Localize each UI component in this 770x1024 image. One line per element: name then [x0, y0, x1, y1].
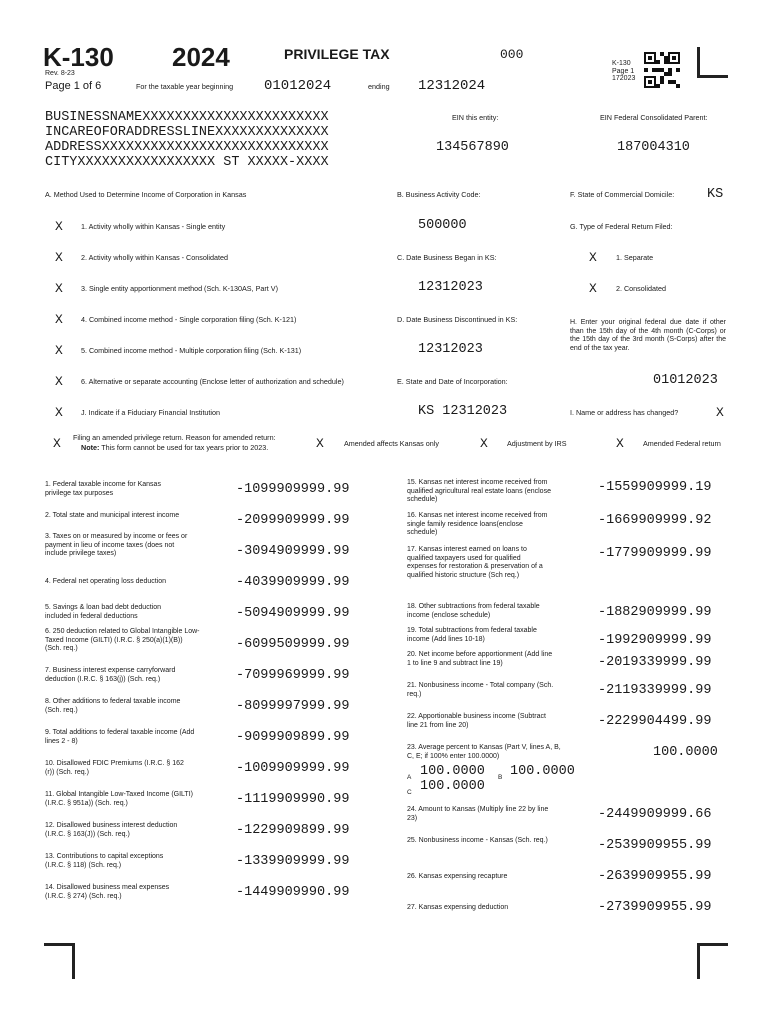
line-26-label: 26. Kansas expensing recapture — [407, 873, 508, 880]
name-change-label: I. Name or address has changed? — [570, 408, 679, 417]
date-discontinued-value[interactable]: 12312023 — [418, 342, 483, 357]
date-discontinued-label: D. Date Business Discontinued in KS: — [397, 315, 518, 324]
line-16-label: 16. Kansas net interest income received from single family residence loans(enclose schedule) — [407, 512, 548, 537]
right-tag-line: 172023 — [612, 75, 636, 82]
line-21-label: 21. Nonbusiness income - Total company (Sch. req.) — [407, 682, 554, 698]
business-activity-code[interactable]: 500000 — [418, 218, 467, 233]
line-6-value[interactable]: -6099509999.99 — [236, 637, 350, 652]
line-7-value[interactable]: -7099969999.99 — [236, 668, 350, 683]
line-8-value[interactable]: -8099997999.99 — [236, 699, 350, 714]
line-22-value[interactable]: -2229904499.99 — [598, 714, 712, 729]
line-6-label: 6. 250 deduction related to Global Intangible Low-Taxed Income (GILTI) (I.R.C. § 250(a)(1)(B)) (Sch. req.) — [45, 628, 200, 653]
consolidated-label: 2. Consolidated — [616, 284, 666, 293]
line-17-label: 17. Kansas interest earned on loans to qualified taxpayers used for qualified expenses for restoration & preservation of a qualified historic structure (Sch req.) — [407, 546, 543, 579]
line-23a-label: A — [407, 774, 412, 781]
line-13-value[interactable]: -1339909999.99 — [236, 854, 350, 869]
method-6-label: 6. Alternative or separate accounting (Enclose letter of authorization and schedule) — [81, 377, 344, 386]
line-11-value[interactable]: -1119909990.99 — [236, 792, 350, 807]
line-26-value[interactable]: -2639909955.99 — [598, 869, 712, 884]
commercial-domicile-value[interactable]: KS — [707, 187, 724, 202]
line-4-value[interactable]: -4039909999.99 — [236, 575, 350, 590]
line-25-label: 25. Nonbusiness income - Kansas (Sch. req.) — [407, 837, 548, 844]
line-23-label: 23. Average percent to Kansas (Part V, lines A, B, C, E; if 100% enter 100.0000) — [407, 744, 561, 760]
header-code: 000 — [500, 47, 524, 62]
line-23b-value[interactable]: 100.0000 — [510, 764, 575, 779]
corner-mark-bottom-left — [44, 943, 75, 979]
line-7-label: 7. Business interest expense carryforward deduction (I.R.C. § 163(j)) (Sch. req.) — [45, 667, 176, 683]
method-5-checkbox[interactable]: X — [55, 343, 63, 358]
amended-label: Filing an amended privilege return. Reason for amended return: — [73, 433, 276, 442]
line-12-label: 12. Disallowed business interest deduction (I.R.C. § 163(J)) (Sch. req.) — [45, 822, 178, 838]
line-25-value[interactable]: -2539909955.99 — [598, 838, 712, 853]
fiduciary-checkbox[interactable]: X — [55, 405, 63, 420]
end-date: 12312024 — [418, 78, 486, 94]
line-27-label: 27. Kansas expensing deduction — [407, 904, 509, 911]
line-23c-label: C — [407, 789, 412, 796]
tax-year: 2024 — [172, 42, 230, 72]
line-17-value[interactable]: -1779909999.99 — [598, 546, 712, 561]
line-11-label: 11. Global Intangible Low-Taxed Income (GILTI) (I.R.C. § 951a)) (Sch. req.) — [45, 791, 193, 807]
form-revision: Rev. 8-23 — [45, 70, 75, 77]
right-tag-line: K-130 — [612, 60, 631, 67]
ending-label: ending — [368, 82, 390, 91]
incorporation-label: E. State and Date of Incorporation: — [397, 377, 508, 386]
amended-note — [81, 443, 268, 452]
amended-note-bold: Note: — [81, 443, 100, 452]
line-3-value[interactable]: -3094909999.99 — [236, 544, 350, 559]
federal-return-type-label: G. Type of Federal Return Filed: — [570, 222, 673, 231]
tax-year-label: For the taxable year beginning — [136, 82, 234, 91]
name-change-checkbox[interactable]: X — [716, 405, 724, 420]
consolidated-checkbox[interactable]: X — [589, 281, 597, 296]
line-10-label: 10. Disallowed FDIC Premiums (I.R.C. § 162 (r)) (Sch. req.) — [45, 760, 184, 776]
date-began-value[interactable]: 12312023 — [418, 280, 483, 295]
line-9-label: 9. Total additions to federal taxable income (Add lines 2 - 8) — [45, 729, 195, 745]
method-4-checkbox[interactable]: X — [55, 312, 63, 327]
line-14-value[interactable]: -1449909990.99 — [236, 885, 350, 900]
method-2-label: 2. Activity wholly within Kansas - Consolidated — [81, 253, 229, 262]
line-4-label: 4. Federal net operating loss deduction — [45, 578, 167, 585]
separate-checkbox[interactable]: X — [589, 250, 597, 265]
line-16-value[interactable]: -1669909999.92 — [598, 513, 712, 528]
line-1-label: 1. Federal taxable income for Kansas privilege tax purposes — [45, 481, 161, 497]
line-18-value[interactable]: -1882909999.99 — [598, 605, 712, 620]
method-2-checkbox[interactable]: X — [55, 250, 63, 265]
irs-adjustment-checkbox[interactable]: X — [480, 436, 488, 451]
taxpayer-address: ADDRESSXXXXXXXXXXXXXXXXXXXXXXXXXXXX — [45, 140, 329, 155]
commercial-domicile-label: F. State of Commercial Domicile: — [570, 190, 675, 199]
line-24-value[interactable]: -2449909999.66 — [598, 807, 712, 822]
begin-date: 01012024 — [264, 78, 332, 94]
amended-federal-checkbox[interactable]: X — [616, 436, 624, 451]
line-20-label: 20. Net income before apportionment (Add line 1 to line 9 and subtract line 19) — [407, 651, 553, 667]
line-23c-value[interactable]: 100.0000 — [420, 779, 485, 794]
taxpayer-city: CITYXXXXXXXXXXXXXXXXX ST XXXXX-XXXX — [45, 155, 329, 170]
incorporation-value[interactable]: KS 12312023 — [418, 404, 508, 419]
line-3-label: 3. Taxes on or measured by income or fees or payment in lieu of income taxes (does not include privilege taxes) — [45, 533, 188, 558]
line-10-value[interactable]: -1009909999.99 — [236, 761, 350, 776]
kansas-only-label: Amended affects Kansas only — [344, 439, 439, 448]
line-8-label: 8. Other additions to federal taxable income (Sch. req.) — [45, 698, 181, 714]
corner-mark-bottom-right — [697, 943, 728, 979]
qr-code — [644, 52, 680, 88]
method-1-label: 1. Activity wholly within Kansas - Single entity — [81, 222, 226, 231]
method-1-checkbox[interactable]: X — [55, 219, 63, 234]
fiduciary-label: J. Indicate if a Fiduciary Financial Institution — [81, 408, 221, 417]
line-20-value[interactable]: -2019339999.99 — [598, 655, 712, 670]
ein-parent-value: 187004310 — [617, 140, 690, 155]
ein-value: 134567890 — [436, 140, 509, 155]
line-14-label: 14. Disallowed business meal expenses (I.R.C. § 274) (Sch. req.) — [45, 884, 170, 900]
date-began-label: C. Date Business Began in KS: — [397, 253, 497, 262]
taxpayer-care-of: INCAREOFORADDRESSLINEXXXXXXXXXXXXXX — [45, 125, 329, 140]
corner-mark-top-right — [697, 47, 728, 78]
form-number: K-130 — [43, 42, 114, 72]
line-13-label: 13. Contributions to capital exceptions (I.R.C. § 118) (Sch. req.) — [45, 853, 164, 869]
line-15-value[interactable]: -1559909999.19 — [598, 480, 712, 495]
method-6-checkbox[interactable]: X — [55, 374, 63, 389]
method-3-checkbox[interactable]: X — [55, 281, 63, 296]
method-4-label: 4. Combined income method - Single corporation filing (Sch. K-121) — [81, 315, 297, 324]
right-tag-line: Page 1 — [612, 67, 635, 75]
form-title: PRIVILEGE TAX — [284, 46, 390, 62]
business-activity-label: B. Business Activity Code: — [397, 190, 481, 199]
federal-due-date-value[interactable]: 01012023 — [653, 373, 718, 388]
line-5-label: 5. Savings & loan bad debt deduction included in federal deductions — [45, 604, 161, 620]
amended-checkbox[interactable]: X — [53, 436, 61, 451]
line-15-label: 15. Kansas net interest income received from qualified agricultural real estate loans (enclose schedule) — [407, 479, 551, 504]
kansas-only-checkbox[interactable]: X — [316, 436, 324, 451]
amended-note-text: This form cannot be used for tax years prior to 2023. — [101, 443, 269, 452]
right-tag — [612, 60, 635, 83]
line-1-value[interactable]: -1099909999.99 — [236, 482, 350, 497]
line-22-label: 22. Apportionable business income (Subtract line 21 from line 20) — [407, 713, 546, 729]
federal-due-date-label: H. Enter your original federal due date if other than the 15th day of the 4th month (C-Corps) or the 15th day of the 3rd month (S-Corps) after the end of the tax year. — [570, 319, 726, 352]
method-5-label: 5. Combined income method - Multiple corporation filing (Sch. K-131) — [81, 346, 302, 355]
irs-adjustment-label: Adjustment by IRS — [507, 439, 567, 448]
separate-label: 1. Separate — [616, 253, 654, 262]
page-indicator: Page 1 of 6 — [45, 80, 102, 92]
method-3-label: 3. Single entity apportionment method (Sch. K-130AS, Part V) — [81, 284, 278, 293]
line-24-label: 24. Amount to Kansas (Multiply line 22 by line 23) — [407, 806, 549, 822]
line-2-value[interactable]: -2099909999.99 — [236, 513, 350, 528]
section-a-title: A. Method Used to Determine Income of Corporation in Kansas — [45, 190, 247, 199]
line-23-value[interactable]: 100.0000 — [653, 745, 718, 760]
amended-federal-label: Amended Federal return — [643, 439, 721, 448]
line-23a-value[interactable]: 100.0000 — [420, 764, 485, 779]
line-2-label: 2. Total state and municipal interest income — [45, 512, 180, 519]
line-9-value[interactable]: -9099909899.99 — [236, 730, 350, 745]
line-27-value[interactable]: -2739909955.99 — [598, 900, 712, 915]
ein-parent-label: EIN Federal Consolidated Parent: — [600, 113, 708, 122]
line-19-label: 19. Total subtractions from federal taxable income (Add lines 10-18) — [407, 627, 537, 643]
ein-label: EIN this entity: — [452, 113, 499, 122]
line-18-label: 18. Other subtractions from federal taxable income (enclose schedule) — [407, 603, 540, 619]
taxpayer-name: BUSINESSNAMEXXXXXXXXXXXXXXXXXXXXXXX — [45, 110, 329, 125]
line-12-value[interactable]: -1229909899.99 — [236, 823, 350, 838]
line-5-value[interactable]: -5094909999.99 — [236, 606, 350, 621]
line-21-value[interactable]: -2119339999.99 — [598, 683, 712, 698]
line-19-value[interactable]: -1992909999.99 — [598, 633, 712, 648]
line-23b-label: B — [498, 774, 503, 781]
